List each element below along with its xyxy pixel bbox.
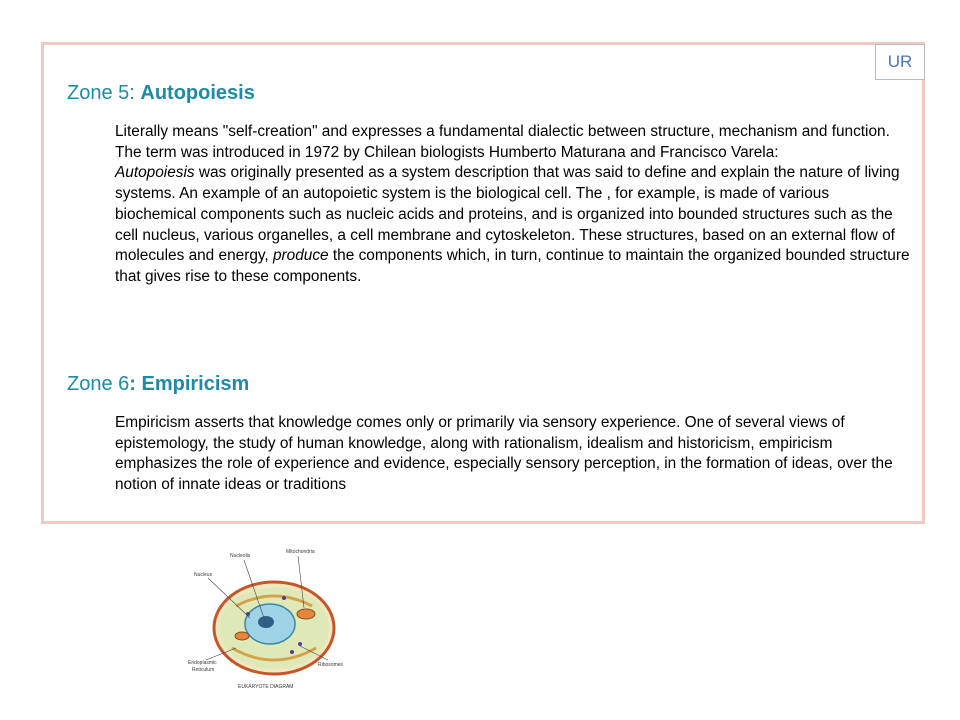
label-nucleolis: Nucleolis: [230, 553, 251, 559]
zone-5-body: [115, 122, 910, 288]
zone-5-heading: [67, 81, 255, 105]
label-er-line-1: Endoplasmic: [188, 660, 217, 666]
nucleolus-shape: [258, 616, 274, 628]
mitochondrion-shape: [297, 609, 315, 619]
cell-illustration: [178, 544, 364, 694]
mitochondrion-shape-2: [235, 632, 249, 640]
ribosome-dot: [298, 642, 302, 646]
label-nucleus: Nucleus: [194, 572, 213, 578]
label-ribosomes: Ribosomes: [318, 662, 344, 668]
corner-tag: UR: [875, 44, 925, 80]
zone-6-prefix: Zone 6: [67, 373, 130, 395]
zone-5-name: Autopoiesis: [140, 82, 255, 104]
zone-5-prefix: Zone 5:: [67, 82, 141, 104]
zone-6-paragraph-1: Empiricism asserts that knowledge comes only or primarily via sensory experience. One of several views of epistemology, the study of human knowledge, along with rationalism, idealism and historicism, empiricism emphasizes the role of experience and evidence, especially sensory perception, in the formation of ideas, over the notion of innate ideas or traditions: [115, 414, 893, 494]
ribosome-dot: [246, 612, 250, 616]
zone-5-paragraph-2-text-b: the components which, in turn, continue to maintain the organized bounded structure that gives rise to these components.: [115, 247, 910, 285]
zone-5-paragraph-1: Literally means "self-creation" and expresses a fundamental dialectic between structure, mechanism and function. The term was introduced in 1972 by Chilean biologists Humberto Maturana and Francisco Varela:: [115, 123, 890, 161]
eukaryote-diagram: [178, 544, 364, 694]
produce-term: produce: [273, 247, 329, 265]
diagram-caption: EUKARYOTE DIAGRAM: [238, 684, 294, 690]
ribosome-dot: [282, 596, 286, 600]
zone-5-paragraph-2-text-a: was originally presented as a system description that was said to define and explain the nature of living systems. An example of an autopoietic system is the biological cell. The , for example, is made of various biochemical components such as nucleic acids and proteins, and is organized into bounded structures such as the cell nucleus, various organelles, a cell membrane and cytoskeleton. These structures, based on an external flow of molecules and energy,: [115, 164, 900, 265]
label-er-line-2: Reticulum: [192, 667, 215, 673]
label-mitochondria: Mitochondria: [286, 549, 315, 555]
autopoiesis-term: Autopoiesis: [115, 164, 195, 182]
zone-6-heading: [67, 372, 249, 396]
zone-6-body: [115, 413, 910, 496]
ribosome-dot: [290, 650, 294, 654]
zone-5-paragraph-2: [115, 163, 910, 287]
zone-6-name: : Empiricism: [129, 373, 250, 395]
